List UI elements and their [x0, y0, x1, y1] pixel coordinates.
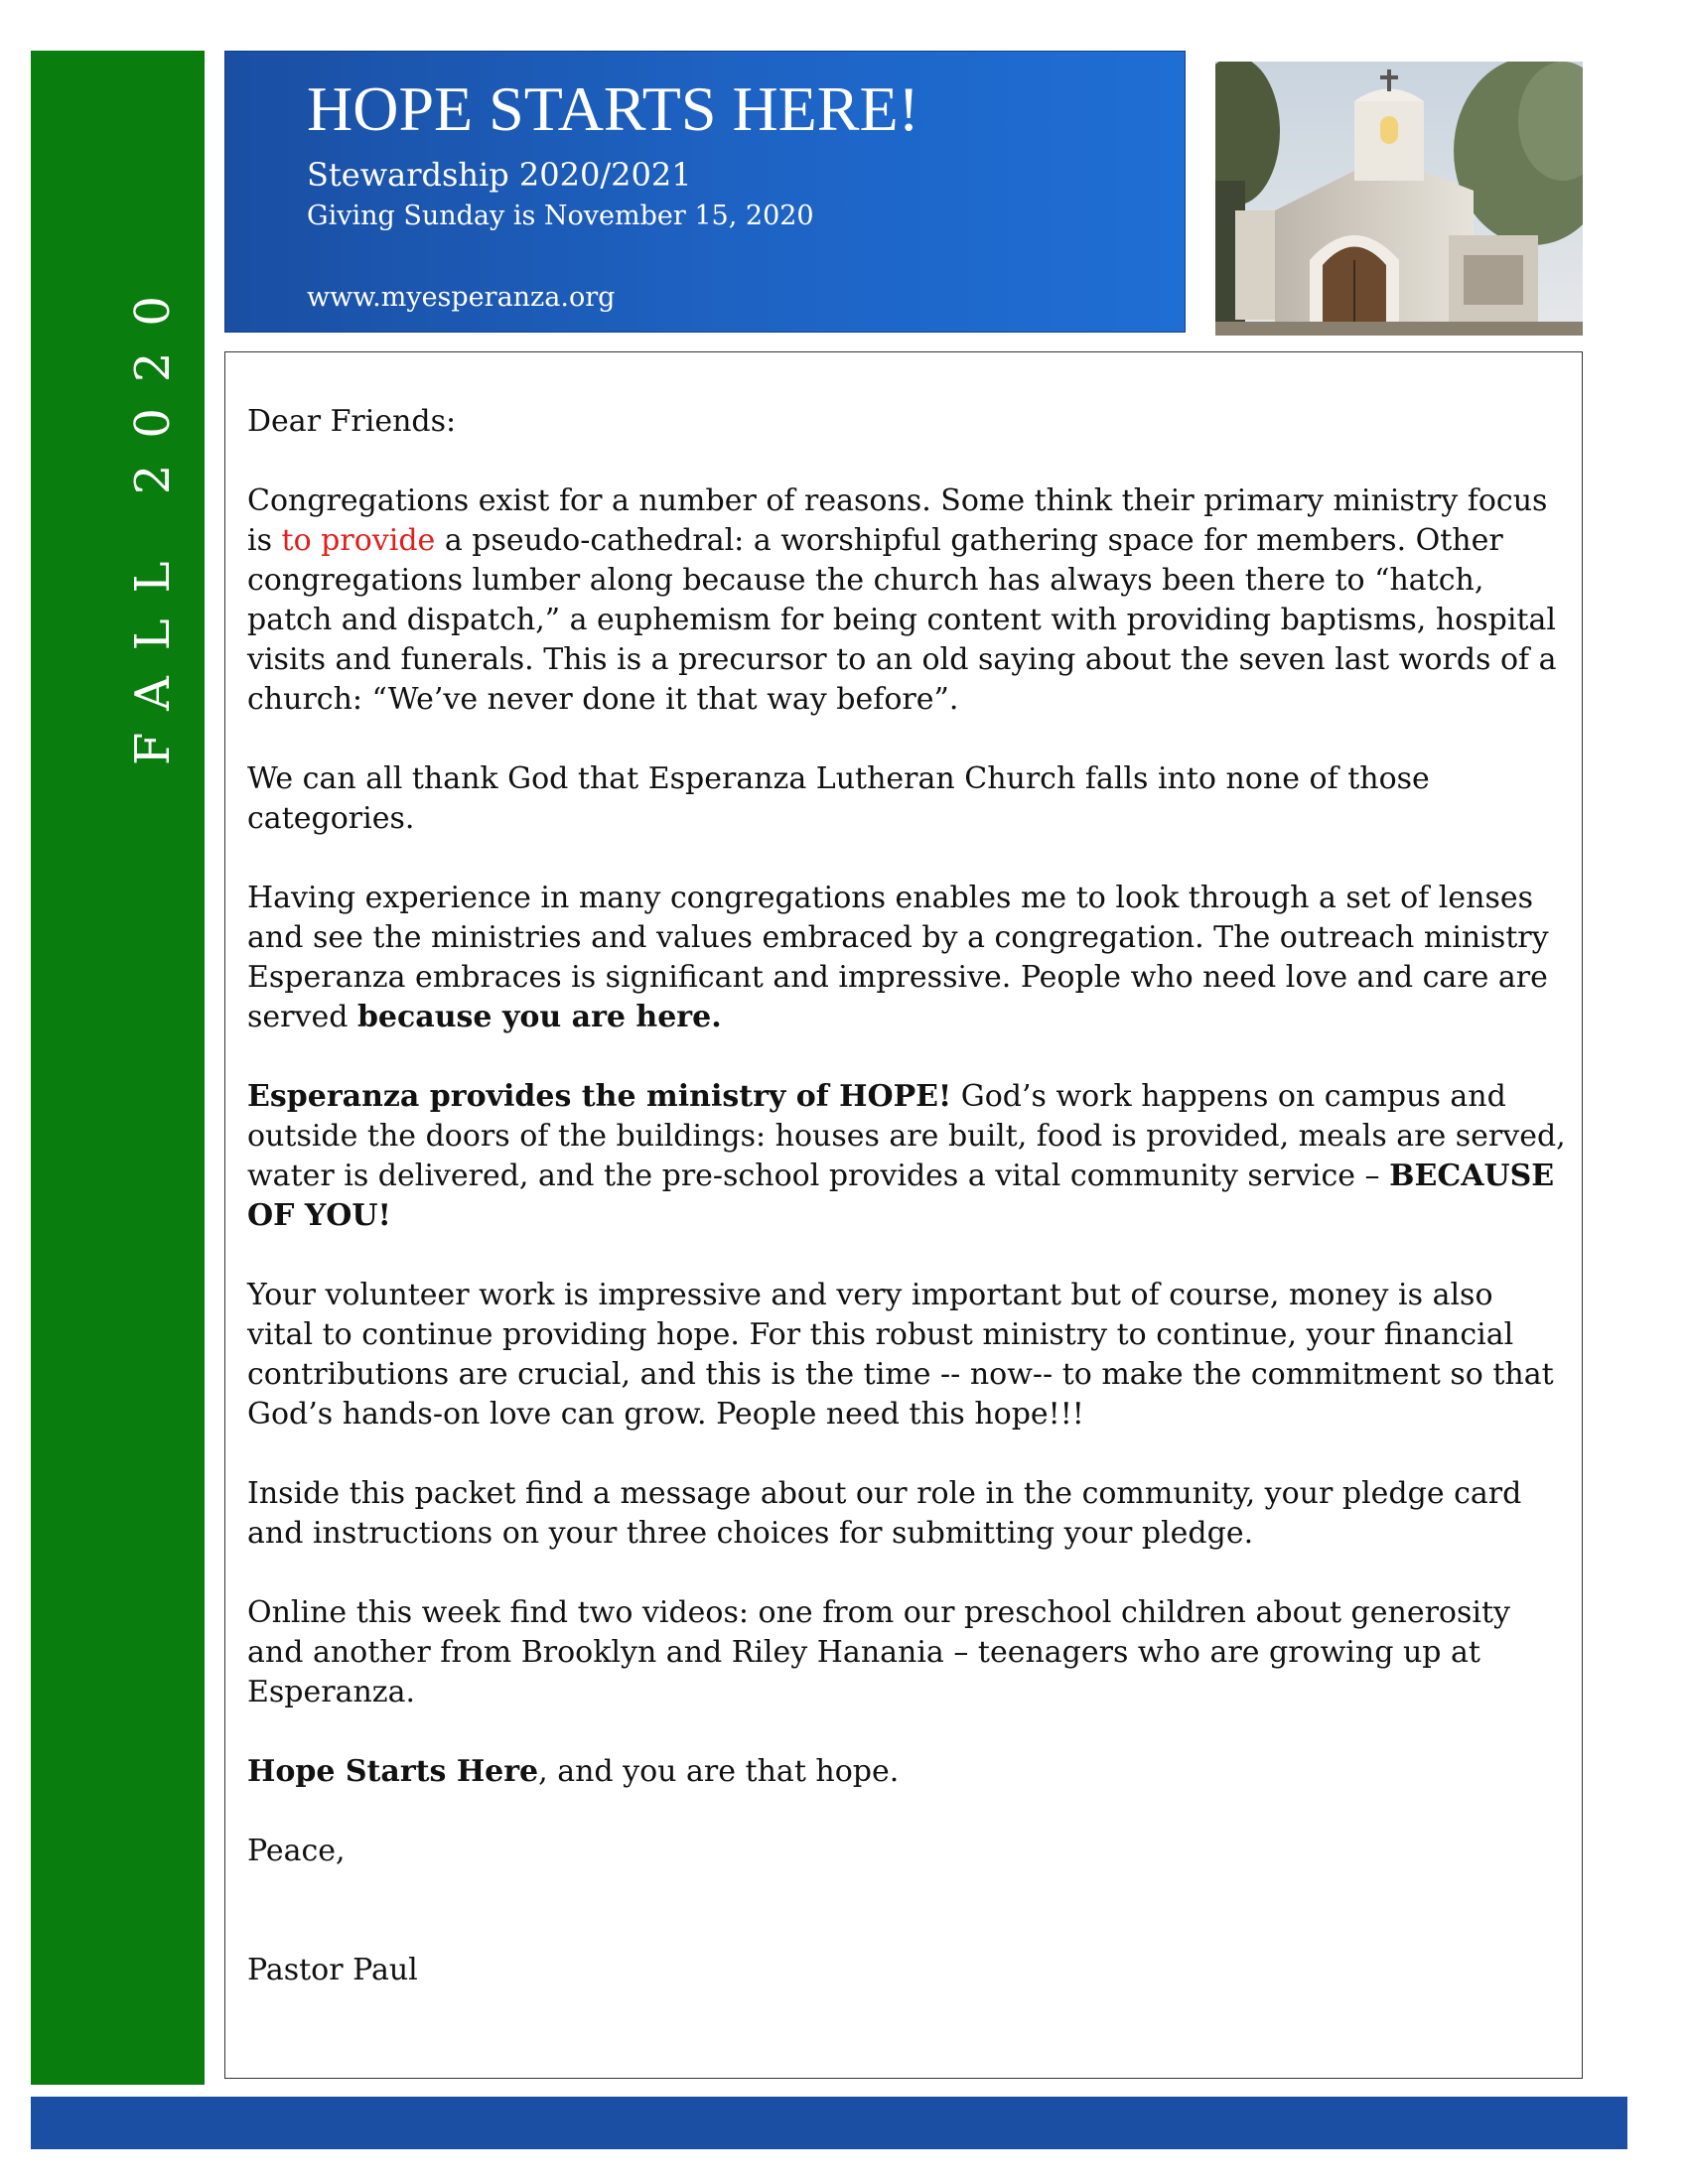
pastor-letter	[247, 402, 1568, 2030]
sidebar	[31, 51, 205, 2085]
closing: Peace,	[247, 1834, 346, 1868]
church-photo-illustration	[1215, 62, 1583, 336]
highlight-text: to provide	[281, 523, 436, 558]
stewardship-subtitle: Stewardship 2020/2021	[307, 156, 692, 194]
giving-sunday-date: Giving Sunday is November 15, 2020	[307, 201, 814, 231]
church-building-photo	[1215, 62, 1583, 336]
paragraph-6: Inside this packet find a message about our role in the community, your pledge card and instructions on your three choices for submitting your pledge.	[247, 1476, 1522, 1551]
letter-box	[224, 351, 1583, 2079]
page-title: HOPE STARTS HERE!	[307, 73, 919, 144]
paragraph-3: Having experience in many congregations enables me to look through a set of lenses and see the ministries and values embraced by a congregation. The outreach ministry Esperanza embraces is significant and impressive. People who need love and care are served because you are here.	[247, 881, 1549, 1034]
greeting: Dear Friends:	[247, 404, 457, 439]
paragraph-4: Esperanza provides the ministry of HOPE! God’s work happens on campus and outside the doors of the buildings: houses are built, food is provided, meals are served, water is delivered, and the pre-school provides a vital community service – BECAUSE OF YOU!	[247, 1079, 1566, 1233]
paragraph-1: Congregations exist for a number of reasons. Some think their primary ministry focus is to provide a pseudo-cathedral: a worshipful gathering space for members. Other congregations lumber along because the church has always been there to “hatch, patch and dispatch,” a euphemism for being content with providing baptisms, hospital visits and funerals. This is a precursor to an old saying about the seven last words of a church: “We’ve never done it that way before”.	[247, 483, 1557, 717]
season-label: FALL 2020	[125, 270, 181, 765]
paragraph-2: We can all thank God that Esperanza Lutheran Church falls into none of those categories.	[247, 761, 1430, 836]
footer-bar	[31, 2097, 1627, 2149]
paragraph-7: Online this week find two videos: one from our preschool children about generosity and another from Brooklyn and Riley Hanania – teenagers who are growing up at Esperanza.	[247, 1595, 1510, 1709]
website-link[interactable]: www.myesperanza.org	[307, 282, 616, 313]
paragraph-8: Hope Starts Here, and you are that hope.	[247, 1754, 900, 1789]
paragraph-5: Your volunteer work is impressive and very important but of course, money is also vital to continue providing hope. For this robust ministry to continue, your financial contributions are crucial, and this is the time -- now-- to make the commitment so that God’s hands-on love can grow. People need this hope!!!	[247, 1278, 1554, 1432]
signature: Pastor Paul	[247, 1953, 418, 1987]
header-banner	[224, 51, 1186, 333]
